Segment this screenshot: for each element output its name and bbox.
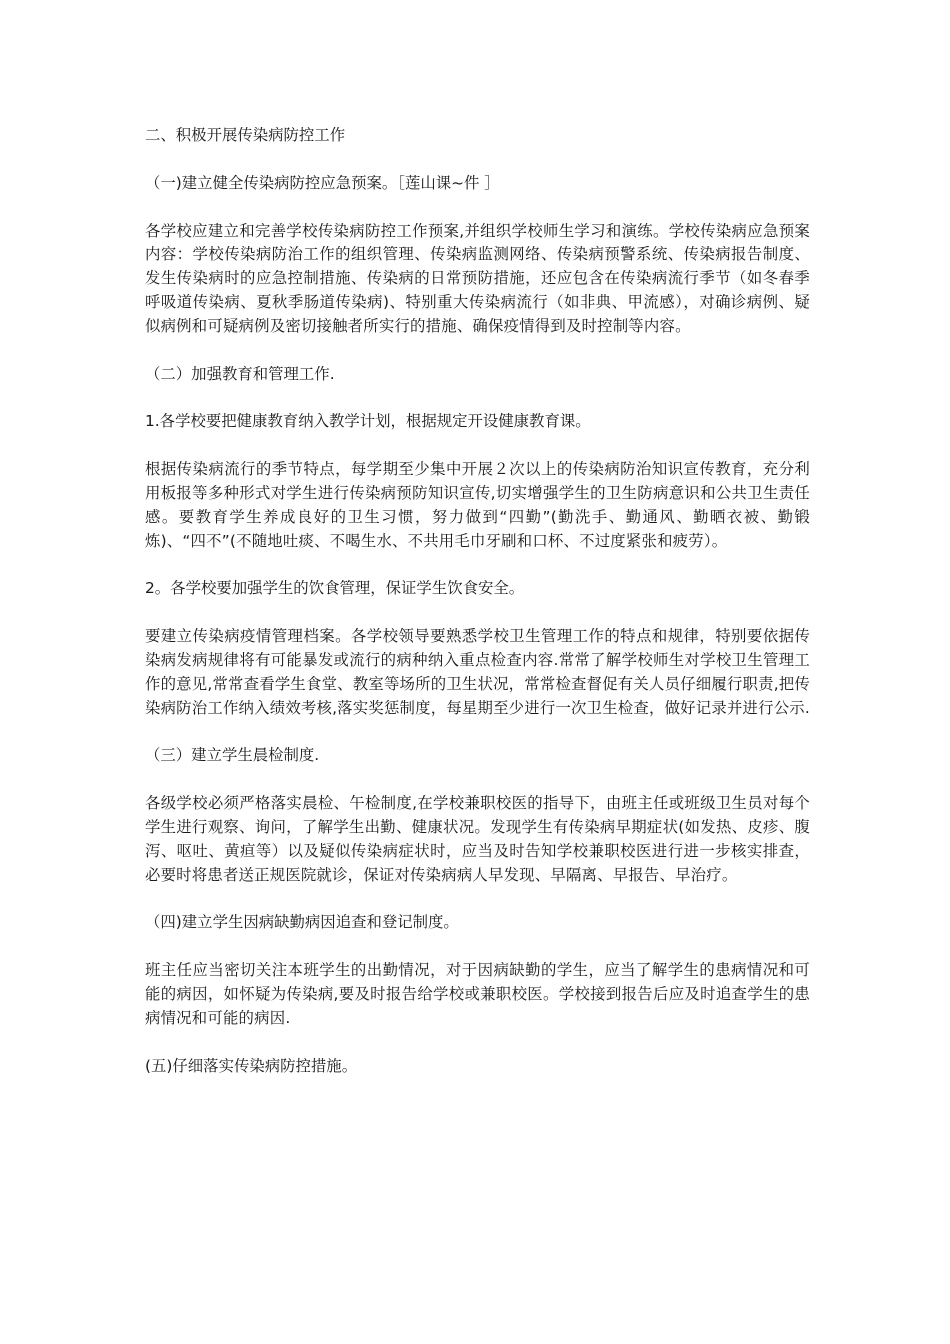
paragraph-1: 各学校应建立和完善学校传染病防控工作预案,并组织学校师生学习和演练。学校传染病应急预案内容：学校传染病防治工作的组织管理、传染病监测网络、传染病预警系统、传染病报告制度、发生传染病时的应急控制措施、传染病的日常预防措施，还应包含在传染病流行季节（如冬春季呼吸道传染病、夏秋季肠道传染病)、特别重大传染病流行（如非典、甲流感），对确诊病例、疑似病例和可疑病例及密切接触者所实行的措施、确保疫情得到及时控制等内容。 — [145, 221, 810, 335]
section-title: 二、积极开展传染病防控工作 — [145, 126, 346, 144]
item-2-heading: 2。各学校要加强学生的饮食管理，保证学生饮食安全。 — [145, 579, 525, 598]
subsection-5-heading: (五)仔细落实传染病防控措施。 — [145, 1056, 358, 1075]
item-1-heading: 1.各学校要把健康教育纳入教学计划，根据规定开设健康教育课。 — [145, 412, 591, 431]
paragraph-2: 根据传染病流行的季节特点，每学期至少集中开展２次以上的传染病防治知识宣传教育，充分利用板报等多种形式对学生进行传染病预防知识宣传,切实增强学生的卫生防病意识和公共卫生责任感。要教育学生养成良好的卫生习惯，努力做到“四勤”(勤洗手、勤通风、勤晒衣被、勤锻炼)、“四不”(不随地吐痰、不喝生水、不共用毛巾牙刷和口杯、不过度紧张和疲劳）。 — [145, 460, 810, 550]
paragraph-5: 班主任应当密切关注本班学生的出勤情况，对于因病缺勤的学生，应当了解学生的患病情况和可能的病因，如怀疑为传染病,要及时报告给学校或兼职校医。学校接到报告后应及时追查学生的患病情况和可能的病因. — [145, 961, 810, 1027]
subsection-1-heading: （一)建立健全传染病防控应急预案。［莲山课~件 ］ — [145, 173, 500, 192]
subsection-4-heading: （四)建立学生因病缺勤病因追查和登记制度。 — [145, 913, 459, 932]
document-body — [145, 124, 810, 1102]
paragraph-3: 要建立传染病疫情管理档案。各学校领导要熟悉学校卫生管理工作的特点和规律，特别要依据传染病发病规律将有可能暴发或流行的病种纳入重点检查内容.常常了解学校师生对学校卫生管理工作的意见,常常查看学生食堂、教室等场所的卫生状况，常常检查督促有关人员仔细履行职责,把传染病防治工作纳入绩效考核,落实奖惩制度，每星期至少进行一次卫生检查，做好记录并进行公示. — [145, 627, 810, 717]
paragraph-4: 各级学校必须严格落实晨检、午检制度,在学校兼职校医的指导下，由班主任或班级卫生员对每个学生进行观察、询问，了解学生出勤、健康状况。发现学生有传染病早期症状(如发热、皮疹、腹泻、呕吐、黄疸等）以及疑似传染病症状时，应当及时告知学校兼职校医进行进一步核实排查，必要时将患者送正规医院就诊，保证对传染病病人早发现、早隔离、早报告、早治疗。 — [145, 794, 810, 884]
subsection-2-heading: （二）加强教育和管理工作. — [145, 364, 335, 383]
subsection-3-heading: （三）建立学生晨检制度. — [145, 746, 320, 765]
